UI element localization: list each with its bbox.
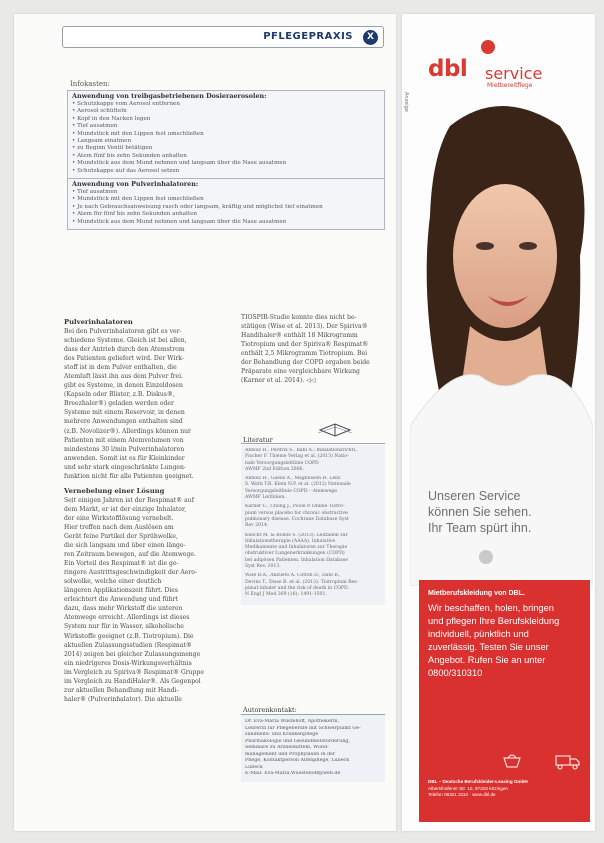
ad-slogan-line: Unseren Service [428,489,521,503]
literature-entry-line: AWMF 2nd Edition 2006. [245,466,304,472]
literature-entry-line: obstruktiver Lungenerkrankungen (COPD) [245,551,345,557]
ad-side-label: Anzeige [403,92,409,112]
literature-entry-line: pium versus placebo for chronic obstructive [245,510,348,516]
article-text-line: im Vergleich zu Spiriva® Respimat® Gruppe [64,668,204,676]
article-text-line: ringere Austrittsgeschwindigkeit der Aero- [64,569,197,577]
literature-entry-line: AWMF Leitlinien. [245,495,286,501]
article-text-line: die sich langsam und über einen länge- [64,542,186,550]
article-text-line: Tiotropium und der Spiriva® Respimat® [241,341,369,349]
infobox-step: • Schutzkappe vom Aerosol entfernen [72,101,180,107]
ad-footer-line: Albertshofener Str. 10, 97318 Kitzingen [428,785,508,791]
ad-red-line: 0800/310310 [428,668,483,679]
literature-entry-line: Abholz H., Gaens A., Magnussen H. Lenz [245,476,341,482]
dbl-logo-text: dbl [428,56,468,82]
ad-red-line: Angebot. Rufen Sie an unter [428,655,546,666]
basket-and-truck-icon [500,752,582,770]
article-text-line: ein niedrigeres Dosis-Wirkungsverhältnis [64,659,192,667]
infobox-step: • Mundstück aus dem Mund nehmen und langsam über die Nase ausatmen [72,160,287,167]
article-column-1 [64,318,235,704]
article-text-line: Präparate eine vergleichbare Wirkung [241,368,360,376]
author-contact-line: Lehrerin für Pflegeberufe mit Schwerpunkt Ge- [245,725,361,731]
author-contact-line: Pflege, Kontaktperson Altenpflege, Lübeck [245,758,350,763]
service-emblem-icon [479,550,493,564]
article-text-line: enthält 2,5 Mikrogramm Tiotropium. Bei [241,350,368,358]
ad-red-text [428,602,559,681]
literature-entry [245,504,381,529]
article-text-line: mehrere Anwendungen enthalten sind [64,418,183,426]
infobox-step: • zu Beginn Ventil betätigen [72,145,153,152]
literature-list [241,445,385,605]
author-heading: Autorenkontakt: [243,706,297,714]
literature-entry-line: pimat inhaler and the risk of death in COPD. [245,585,349,591]
author-contact-line: management und Prophylaxen in der [245,751,336,757]
article-text-line: (z.B. Novolizer®). Allerdings können nur [64,427,191,435]
literature-entry-line: S. Welti T.B. Klein N.P. et al. (2012) Nationale [245,482,351,488]
infobox-step: • Mundstück mit den Lippen fest umschließen [72,196,204,203]
article-text-line: stätigen (Wise et al. 2013). Der Spiriva® [241,323,368,331]
literature-entry-line: Versorgungsleitlinie COPD – Atemwege [245,488,338,494]
article-text-line: TIOSPIR-Studie konnte dies nicht be- [241,314,357,321]
article-text-line: haler® (Pulverinhalator). Die aktuelle [64,695,182,703]
author-contact-line: Pharmakologie und Gesundheitsförderung, [245,738,351,744]
article-subheading: Vernebelung einer Lösung [64,486,165,495]
ad-red-title: Mietberufskleidung von DBL. [428,590,525,597]
article-text-line: zur aktuellen Behandlung mit Handi- [64,686,179,694]
article-text-line: Wirkstoffe geeignet (z.B. Tiotropium). Die [64,632,194,640]
article-text-line: (Karner et al. 2014). ◁◁ [241,377,316,385]
literature-entry [245,573,381,598]
literature-entry [245,476,381,501]
article-column-2 [241,313,385,385]
article-text-line: Hier treffen nach dem Auslösen am [64,523,174,531]
infobox-step: • Mundstück mit den Lippen fest umschließen [72,130,204,137]
article-text-line: Seit einigen Jahren ist der Respimat® auf [64,496,194,504]
literature-entry-line: Wise R.A., Anzueto A. Cotton D., Dahl R., [245,573,341,579]
article-text-line: 2014) zeigen bei gleicher Zulassungsmenge [64,650,201,658]
article-text-line: dass der Antrieb durch den Atemstrom [64,346,185,354]
article-text-line: dem Markt, er ist der einzige Inhalator, [64,505,187,513]
article-text-line: der eine Wirkstofflösung vernebelt. [64,514,174,522]
article-text-line: Patienten mit einem Atemvolumen von [64,436,184,444]
infobox-step: • Je nach Gebrauchsanweisung rasch oder langsam, kräftig und möglichst tief einatmen [72,203,323,210]
literature-entry-line: Knecht M. & Rohde S. (2013): Leitfaden zur [245,532,348,538]
article-text-line: dazu, dass mehr Wirkstoff die unteren [64,605,183,613]
literature-entry-line: Devins T., Disse B. et al. (2013): Tiotropium Res- [245,579,359,585]
article-text-line: anwenden. Somit ist es für Kleinkinder [64,454,185,462]
article-text-line: erleichtert die Anwendung und führt [64,596,178,604]
infobox-section-heading: Anwendung von Pulverinhalatoren: [72,180,199,189]
article-text-line: Systeme mit einem Reservoir, in denen [64,409,185,417]
ad-red-line: Wir beschaffen, holen, bringen [428,603,554,613]
article-text-line: solwolke, welche einer deutlich [64,578,162,586]
literature-entry-line: Karner C., Chong J., Poole P. Online Tiotro- [245,504,345,510]
author-contact-line: E-Mail: Eva-Maria.Wuestehoff@web.de [245,771,341,776]
article-text-line: gibt es Systeme, in denen Einzeldosen [64,382,183,390]
ad-red-line: und pflegen Ihre Berufskleidung [428,616,560,627]
literature-entry-line: Abholz H., Perdrix S., Bahl A.: Inhalationsrichtl., [245,448,358,453]
dbl-logo-subtitle: Mietbereitflege [487,82,533,89]
open-book-icon [316,418,354,438]
article-text-line: Ein Vorteil des Respimat® ist die ge- [64,560,179,568]
author-contact-line: sundheits- und Krankenpflege [245,732,319,737]
section-header [62,26,384,48]
article-text-line: im Vergleich zu HandiHaler®. Als Gegenpol [64,677,201,685]
author-contact-line: Seminare zu Arzneimitteln, Wund- [245,745,329,750]
article-text-line: Atemwege erreicht. Allerdings ist dieses [64,614,190,622]
article-text-line: mindestens 30 l/min Pulverinhalatoren [64,445,185,453]
ad-slogan-line: Ihr Team spürt ihn. [428,521,532,535]
infobox-step: • Atem für fünf bis zehn Sekunden anhalten [72,211,198,218]
literature-entry-line: bei adipösen Patienten. Inhalation Database [245,557,348,563]
infobox-section [68,91,384,178]
dbl-logo-service: service [485,64,543,83]
literature-entry [245,448,381,473]
infobox-step: • Tief ausatmen [72,123,118,130]
infobox-section [68,178,384,229]
article-text-line: schiedene Systeme. Gleich ist bei allen, [64,337,187,345]
literature-entry-line: Medikamente und Inhalatoren zur Therapie [245,545,348,551]
article-text-line: Atemluft lässt ihn aus dem Pulver frei. [64,373,183,381]
literature-entry-line: Syst Rev, 2013. [245,564,281,570]
infobox [67,90,385,230]
section-title: PFLEGEPRAXIS [263,31,353,42]
infobox-label: Infokasten: [70,80,110,88]
literature-entry [245,533,381,571]
infobox-step: • Langsam einatmen [72,138,132,145]
infobox-step: • Mundstück aus dem Mund nehmen und langsam über die Nase ausatmen [72,218,287,225]
ad-footer-title: DBL – Deutsche Berufskleider-Leasing GmbH [428,779,528,784]
article-text-line: Breezhaler®) geladen werden oder [64,400,174,408]
article-text-line: Handihaler® enthält 18 Mikrogramm [241,332,358,340]
ad-footer [428,779,528,799]
literature-entry-line: Inhalationstherapie (AAAA). Inhalative [245,538,336,544]
author-contact-box [241,714,385,782]
infobox-step: • Schutzkappe auf das Aerosol setzen [72,167,180,174]
article-subheading: Pulverinhalatoren [64,318,133,326]
literature-heading: Literatur [243,436,273,444]
ad-red-line: individuell, pünktlich und [428,629,529,640]
literature-entry-line: nale Versorgungsleitlinie COPD [245,460,319,466]
ad-footer-line: Telefon 09321 3110 · www.dbl.de [428,792,496,797]
ad-slogan-line: können Sie sehen. [428,505,532,519]
infobox-section-heading: Anwendung von treibgasbetriebenen Dosieraerosolen: [72,92,267,100]
infobox-step: • Aerosol schütteln [72,108,127,115]
ad-slogan [428,488,588,536]
infobox-step: • Atem fünf bis zehn Sekunden anhalten [72,152,187,159]
article-text-line: Bei den Pulverinhalatoren gibt es ver- [64,328,182,335]
literature-entry-line: pulmonary disease. Cochrane Database Syst [245,516,349,522]
article-text-line: Gerät feine Partikel der Sprühwolke, [64,532,178,540]
article-text-line: des Patienten geliefert wird. Der Wirk- [64,355,184,363]
article-text-line: System nur für in Wasser, alkoholische [64,623,184,631]
article-text-line: der Behandlung der COPD ergaben beide [241,359,370,367]
infobox-step: • Tief ausatmen [72,189,118,196]
literature-entry-line: N Engl J Med 369 (16): 1491-1501. [245,592,327,598]
article-text-line: stoff ist in dem Pulver enthalten, die [64,364,177,372]
author-contact-line: Dr. Eva-Maria Wüstehoff, Apothekerin, [245,719,340,724]
article-text-line: und sehr stark eingeschränkte Lungen- [64,463,186,471]
article-text-line: (Kapseln oder Blister, z.B. Diskus®, [64,391,175,399]
section-badge: X [363,30,378,45]
article-text-line: ren Zeitraum bewegen, auf die Atemwege. [64,551,196,559]
literature-entry-line: Fischer F. Thieme Verlag et al. (2013) Natio- [245,454,349,460]
infobox-step: • Kopf in den Nacken legen [72,115,151,122]
article-text-line: aktuellen Zulassungsstudien (Respimat® [64,641,192,649]
article-text-line: längeren Applikationszeit führt. Dies [64,587,178,595]
author-contact-line: Lübeck [245,764,263,770]
literature-entry-line: Rev 2014. [245,523,269,529]
dbl-logo-icon [481,40,495,54]
ad-red-line: zuverlässig. Testen Sie unser [428,642,549,653]
literature-divider [241,443,385,444]
article-text-line: funktion nicht für alle Patienten geeignet. [64,472,194,480]
